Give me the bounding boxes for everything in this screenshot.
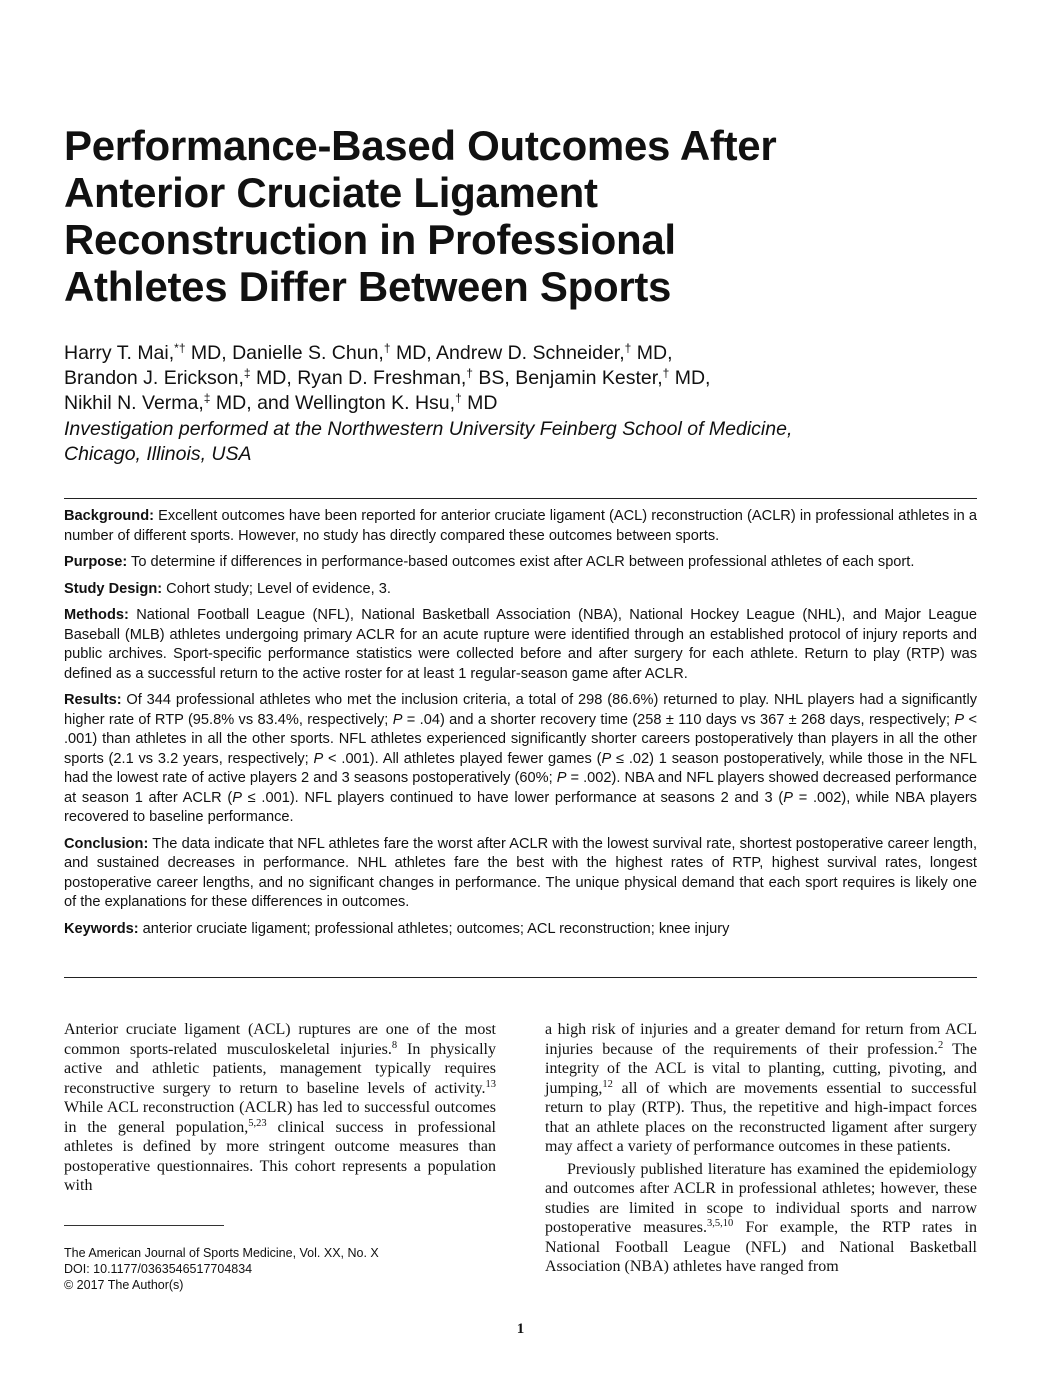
body-column-left: [64, 1020, 496, 1196]
p-value-symbol: P: [601, 750, 612, 767]
author-name: MD, and Wellington K. Hsu,: [210, 392, 456, 414]
abstract-bottom-rule: [64, 977, 977, 978]
p-value-symbol: P: [954, 711, 965, 728]
abstract-purpose: [64, 553, 977, 573]
section-text: anterior cruciate ligament; professional athletes; outcomes; ACL reconstruction; knee injury: [138, 920, 730, 937]
author-degree: MD: [461, 392, 498, 414]
section-text: Excellent outcomes have been reported for anterior cruciate ligament (ACL) reconstruction (ACLR) in professional athletes in a number of different sports. However, no study has directly compared these outcomes between sports.: [64, 508, 977, 544]
body-text: Previously published literature has examined the epidemiology and outcomes after ACLR in professional athletes; however, these studies are limited in scope to individual sports and narrow postoperative measures.: [545, 1160, 977, 1236]
abstract-top-rule: [64, 498, 977, 499]
journal-citation: The American Journal of Sports Medicine, Vol. XX, No. X: [64, 1246, 379, 1260]
body-text: While ACL reconstruction (ACLR) has led to successful outcomes in the general population,: [64, 1099, 496, 1136]
section-text: = .002). NBA and NFL players showed decreased performance at season 1 after ACLR (: [64, 770, 977, 806]
p-value-symbol: P: [556, 770, 567, 786]
section-label: Study Design:: [64, 580, 163, 597]
affiliation-mark: †: [624, 341, 632, 355]
doi-link[interactable]: DOI: 10.1177/0363546517704834: [64, 1262, 253, 1276]
body-text: clinical success in professional athletes is defined by more stringent outcome measures than postoperative questionnaires. This cohort represents a population with: [64, 1118, 496, 1194]
p-value-symbol: P: [783, 789, 793, 806]
abstract-keywords: [64, 920, 977, 940]
author-name: MD, Danielle S. Chun,: [185, 342, 384, 364]
body-paragraph: [545, 1160, 977, 1277]
author-line: [64, 391, 964, 416]
section-label: Background:: [64, 508, 154, 524]
abstract-results: [64, 691, 977, 828]
p-value-symbol: P: [313, 750, 324, 767]
body-text: all of which are movements essential to successful return to play (RTP). Thus, the repetitive and high-impact forces that an athlete places on the reconstructed ligament after surgery may affect a variety of performance outcomes in these patients.: [545, 1079, 977, 1155]
p-value-symbol: P: [232, 789, 242, 806]
section-label: Purpose:: [64, 554, 128, 570]
section-label: Results:: [64, 692, 122, 708]
affiliation-mark: †: [455, 391, 462, 405]
author-name: Nikhil N. Verma,: [64, 392, 204, 414]
body-column-right: [545, 1020, 977, 1277]
author-name: MD, Andrew D. Schneider,: [390, 342, 625, 364]
affiliation-mark: *†: [174, 341, 186, 355]
section-text: Cohort study; Level of evidence, 3.: [162, 580, 391, 597]
body-text: The integrity of the ACL is vital to planting, cutting, pivoting, and jumping,: [545, 1040, 978, 1097]
author-name: BS, Benjamin Kester,: [472, 367, 663, 389]
section-text: Of 344 professional athletes who met the inclusion criteria, a total of 298 (86.6%) returned to play. NHL players had a significantly higher rate of RTP (95.8% vs 83.4%, respectively;: [64, 692, 977, 728]
page-number: 1: [516, 1321, 525, 1337]
section-label: Keywords:: [64, 920, 139, 937]
author-name: MD, Ryan D. Freshman,: [250, 367, 467, 389]
section-text: To determine if differences in performance-based outcomes exist after ACLR between professional athletes of each sport.: [127, 554, 915, 570]
abstract-study-design: [64, 580, 977, 600]
abstract-background: [64, 507, 977, 546]
citation-ref[interactable]: 3,5,10: [706, 1218, 734, 1229]
citation-ref[interactable]: 8: [391, 1039, 398, 1051]
affiliation-mark: ‡: [203, 391, 211, 405]
section-text: The data indicate that NFL athletes fare the worst after ACLR with the lowest survival rate, shortest postoperative career length, and sustained decreases in performance. NHL athletes fare the best with the highest rates of RTP, highest survival rates, longest postoperative career lengths, and no significant changes in performance. The unique physical demand that each sport requires is likely one of the explanations for these differences in outcomes.: [64, 835, 977, 910]
author-degree: MD,: [631, 342, 673, 364]
author-line: [64, 366, 964, 391]
journal-footnote: [64, 1245, 504, 1293]
affiliation-mark: ‡: [243, 366, 251, 380]
affiliation-line: Chicago, Illinois, USA: [64, 443, 252, 465]
copyright-notice: © 2017 The Author(s): [64, 1278, 184, 1292]
section-text: ≤ .02) 1 season postoperatively, while those in the NFL had the lowest rate of active players 2 and 3 seasons postoperatively (60%;: [64, 750, 977, 786]
affiliation-mark: †: [383, 341, 391, 355]
citation-ref[interactable]: 5,23: [248, 1117, 267, 1129]
author-name: Harry T. Mai,: [64, 342, 175, 364]
affiliation-mark: †: [662, 366, 670, 380]
body-text: Anterior cruciate ligament (ACL) ruptures are one of the most common sports-related musculoskeletal injuries.: [64, 1021, 496, 1058]
institution-affiliation: [64, 417, 964, 467]
section-text: = .002), while NBA players recovered to baseline performance.: [64, 789, 977, 825]
section-label: Conclusion:: [64, 835, 149, 852]
body-paragraph: [64, 1020, 496, 1196]
section-text: < .001) than athletes in all the other sports. NFL athletes experienced significantly shorter careers postoperatively than players in all the other sports (2.1 vs 3.2 years, respectively;: [64, 711, 978, 767]
section-text: < .001). All athletes played fewer games (: [323, 750, 602, 767]
article-title: Performance-Based Outcomes After Anterior Cruciate Ligament Reconstruction in Professional Athletes Differ Between Sports: [64, 122, 777, 310]
footnote-rule: [64, 1225, 224, 1226]
body-text: In physically active and athletic patients, management typically requires reconstructive surgery to return to baseline levels of activity.: [64, 1040, 497, 1097]
body-text: For example, the RTP rates in National Football League (NFL) and National Basketball Association (NBA) athletes have ranged from: [545, 1219, 978, 1275]
citation-ref[interactable]: 12: [602, 1078, 613, 1090]
section-label: Methods:: [64, 607, 129, 623]
author-name: Brandon J. Erickson,: [64, 367, 244, 389]
author-degree: MD,: [669, 367, 711, 389]
citation-ref[interactable]: 13: [485, 1078, 496, 1090]
abstract-conclusion: [64, 835, 977, 913]
affiliation-mark: †: [466, 366, 473, 380]
p-value-symbol: P: [392, 711, 403, 728]
abstract-methods: [64, 606, 977, 684]
author-line: [64, 341, 964, 366]
citation-ref[interactable]: 2: [937, 1039, 944, 1051]
author-list: [64, 341, 964, 416]
affiliation-line: Investigation performed at the Northwestern University Feinberg School of Medicine,: [64, 418, 793, 440]
section-text: National Football League (NFL), National Basketball Association (NBA), National Hockey League (NHL), and Major League Baseball (MLB) athletes undergoing primary ACLR for an acute rupture were identified through an established protocol of injury reports and public archives. Sport-specific performance statistics were collected before and after surgery for each athlete. Return to play (RTP) was defined as a successful return to the active roster for at least 1 regular-season game after ACLR.: [64, 607, 977, 682]
body-paragraph: [545, 1020, 977, 1157]
abstract: [64, 507, 977, 946]
body-text: a high risk of injuries and a greater demand for return from ACL injuries because of the requirements of their profession.: [545, 1021, 977, 1058]
section-text: ≤ .001). NFL players continued to have lower performance at seasons 2 and 3 (: [241, 789, 784, 806]
section-text: = .04) and a shorter recovery time (258 ± 110 days vs 367 ± 268 days, respectively;: [402, 711, 955, 728]
